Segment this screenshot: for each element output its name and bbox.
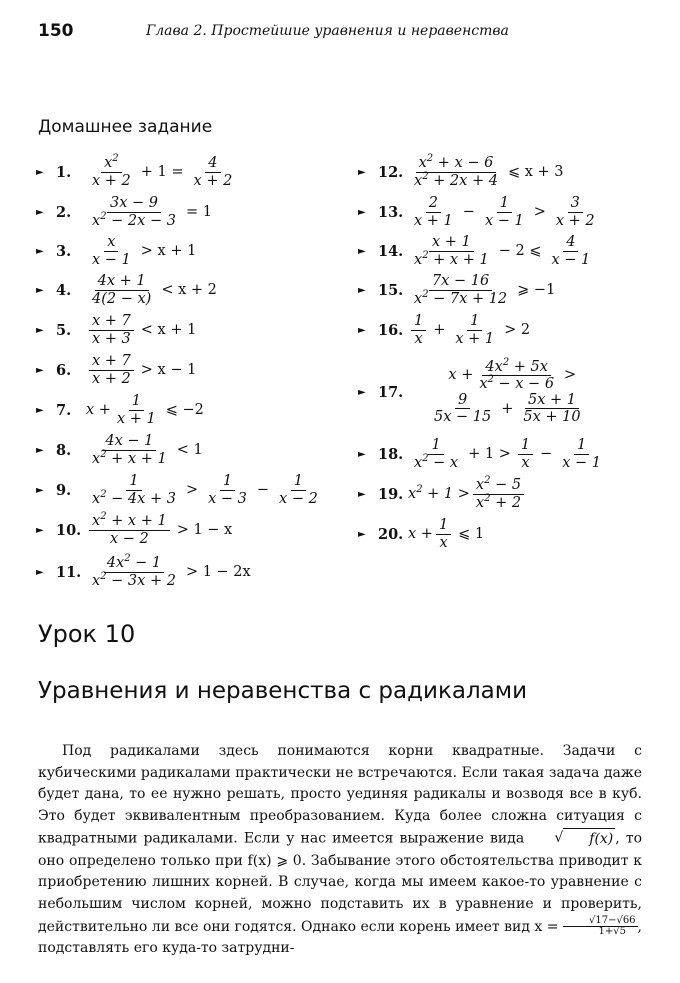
task-expression: $x^2 + x - 6$ $x^2 + 2x + 4$ ⩽ x + 3	[414, 153, 564, 189]
task-expression: 2 x + 1 − $\frac{1}{x - 1}$ > 3 x + 2	[414, 195, 595, 229]
task-number: 14.	[378, 242, 404, 260]
task-marker: ►	[36, 444, 44, 456]
task-number: 20.	[378, 525, 404, 543]
task-marker: ►	[36, 566, 44, 578]
homework-heading: Домашнее задание	[38, 117, 213, 137]
lesson-label: Урок 10	[38, 620, 136, 648]
task-expression: $x^2 + 1$ > $x^2 - 5$ $x^2 + 2$	[408, 477, 527, 510]
task-marker: ►	[36, 206, 44, 218]
task-marker: ►	[36, 484, 44, 496]
task-marker: ►	[358, 284, 366, 296]
task-9	[36, 470, 336, 510]
task-marker: ►	[36, 166, 44, 178]
task-19	[358, 474, 658, 514]
task-marker: ►	[358, 245, 366, 257]
task-number: 4.	[56, 281, 72, 299]
task-3	[36, 232, 336, 270]
task-marker: ►	[358, 166, 366, 178]
task-number: 6.	[56, 361, 72, 379]
task-13	[358, 192, 658, 232]
task-marker: ►	[36, 324, 44, 336]
task-14	[358, 232, 658, 270]
paragraph-text: Под радикалами здесь понимаются корни квадратные. Задачи с кубическими радикалами практически не встречаются. Если такая задача даже будет дана, то ее нужно решать, просто уединяя радикалы и возводя все в куб. Это будет эквивалентным преобразованием. Куда более сложна ситуация с квадратными радикалами. Если у нас имеется выражение вида	[38, 743, 642, 847]
task-5	[36, 310, 336, 350]
task-expression: 1 $x^2 - x$ + 1 > 1 x − $\frac{1}{x - 1}$	[414, 437, 602, 471]
task-marker: ►	[36, 404, 44, 416]
task-expression: 7x − 16 $x^2 - 7x + 12$ ⩾ −1	[414, 273, 556, 307]
task-number: 11.	[56, 563, 82, 581]
task-expression: 1 $x^2 - 4x + 3$ > 1 x − 3 − $\frac{1}{x - 2}$	[92, 473, 318, 507]
root-fraction: $\frac{√17-√66}{1+√5}$	[563, 916, 638, 938]
task-expression: 1 x + $\frac{1}{x + 1}$ > 2	[408, 313, 534, 346]
task-expression: $x^2$ x + 2 + 1 = $\frac{4}{x + 2}$	[92, 153, 233, 189]
task-expression: x + $\frac{1}{x + 1}$ ⩽ −2	[86, 393, 204, 427]
page-number: 150	[38, 21, 74, 41]
task-marker: ►	[358, 528, 366, 540]
task-number: 15.	[378, 281, 404, 299]
task-marker: ►	[358, 324, 366, 336]
task-4	[36, 270, 336, 310]
task-number: 19.	[378, 485, 404, 503]
task-expression: 4x − 1 $x^2 + x + 1$ < 1	[92, 433, 203, 467]
task-expression: x + $\frac{4x^2 + 5x}{x^2 - x - 6}$ > 9 5x − 15 + $\frac{5x + 1}{5x + 10}$	[434, 356, 581, 426]
homework-column-left	[36, 152, 336, 594]
homework-column-right	[358, 152, 658, 554]
task-expression: x + 7 x + 3 < x + 1	[86, 313, 200, 346]
task-marker: ►	[358, 488, 366, 500]
task-2	[36, 192, 336, 232]
task-number: 9.	[56, 481, 72, 499]
task-marker: ►	[358, 206, 366, 218]
task-expression: $\frac{3x - 9}{x^2 - 2x - 3}$ = 1	[92, 195, 212, 229]
task-marker: ►	[36, 524, 44, 536]
task-marker: ►	[36, 364, 44, 376]
task-20	[358, 514, 658, 554]
task-expression: x + 7 x + 2 > x − 1	[86, 353, 200, 386]
task-number: 3.	[56, 242, 72, 260]
task-12	[358, 152, 658, 192]
task-17	[358, 350, 658, 434]
task-expression: x + 1 $x^2 + x + 1$ − 2 ⩽ 4 x − 1	[414, 234, 591, 268]
task-marker: ►	[358, 386, 366, 398]
task-10	[36, 510, 336, 550]
task-number: 8.	[56, 441, 72, 459]
task-18	[358, 434, 658, 474]
task-1	[36, 152, 336, 192]
task-number: 5.	[56, 321, 72, 339]
task-marker: ►	[36, 284, 44, 296]
lesson-title: Уравнения и неравенства с радикалами	[38, 678, 528, 704]
task-number: 17.	[378, 383, 404, 401]
sqrt-expression: √ f(x)	[530, 828, 615, 851]
lesson-intro-paragraph	[38, 741, 642, 960]
task-11	[36, 550, 336, 594]
paragraph-text: , подставлять его куда-то затрудни-	[38, 918, 642, 957]
task-number: 1.	[56, 163, 72, 181]
task-6	[36, 350, 336, 390]
task-marker: ►	[36, 245, 44, 257]
task-number: 2.	[56, 203, 72, 221]
task-number: 7.	[56, 401, 72, 419]
task-expression: $4x^2 - 1$ $x^2 - 3x + 2$ > 1 − 2x	[92, 553, 251, 589]
task-15	[358, 270, 658, 310]
task-number: 13.	[378, 203, 404, 221]
task-16	[358, 310, 658, 350]
task-8	[36, 430, 336, 470]
task-number: 18.	[378, 445, 404, 463]
task-number: 16.	[378, 321, 404, 339]
task-number: 10.	[56, 521, 82, 539]
paragraph-text: , то оно определено только при f(x) ⩾ 0. Забывание этого обстоятельства приводит к приобретению лишних корней. В случае, когда мы имеем какое-то уравнение с небольшим числом корней, можно подставить их в уравнение и проверить, действительно ли все они годятся. Однако если корень имеет вид x =	[38, 830, 643, 935]
task-number: 12.	[378, 163, 404, 181]
task-expression: x + $\frac{1}{x}$ ⩽ 1	[408, 517, 485, 551]
chapter-title: Глава 2. Простейшие уравнения и неравенства	[146, 23, 509, 39]
task-marker: ►	[358, 448, 366, 460]
task-expression: 4x + 1 4(2 − x) < x + 2	[92, 273, 217, 307]
task-expression: $x^2 + x + 1$ x − 2 > 1 − x	[86, 513, 236, 546]
task-7	[36, 390, 336, 430]
task-expression: x x − 1 > x + 1	[92, 234, 197, 268]
